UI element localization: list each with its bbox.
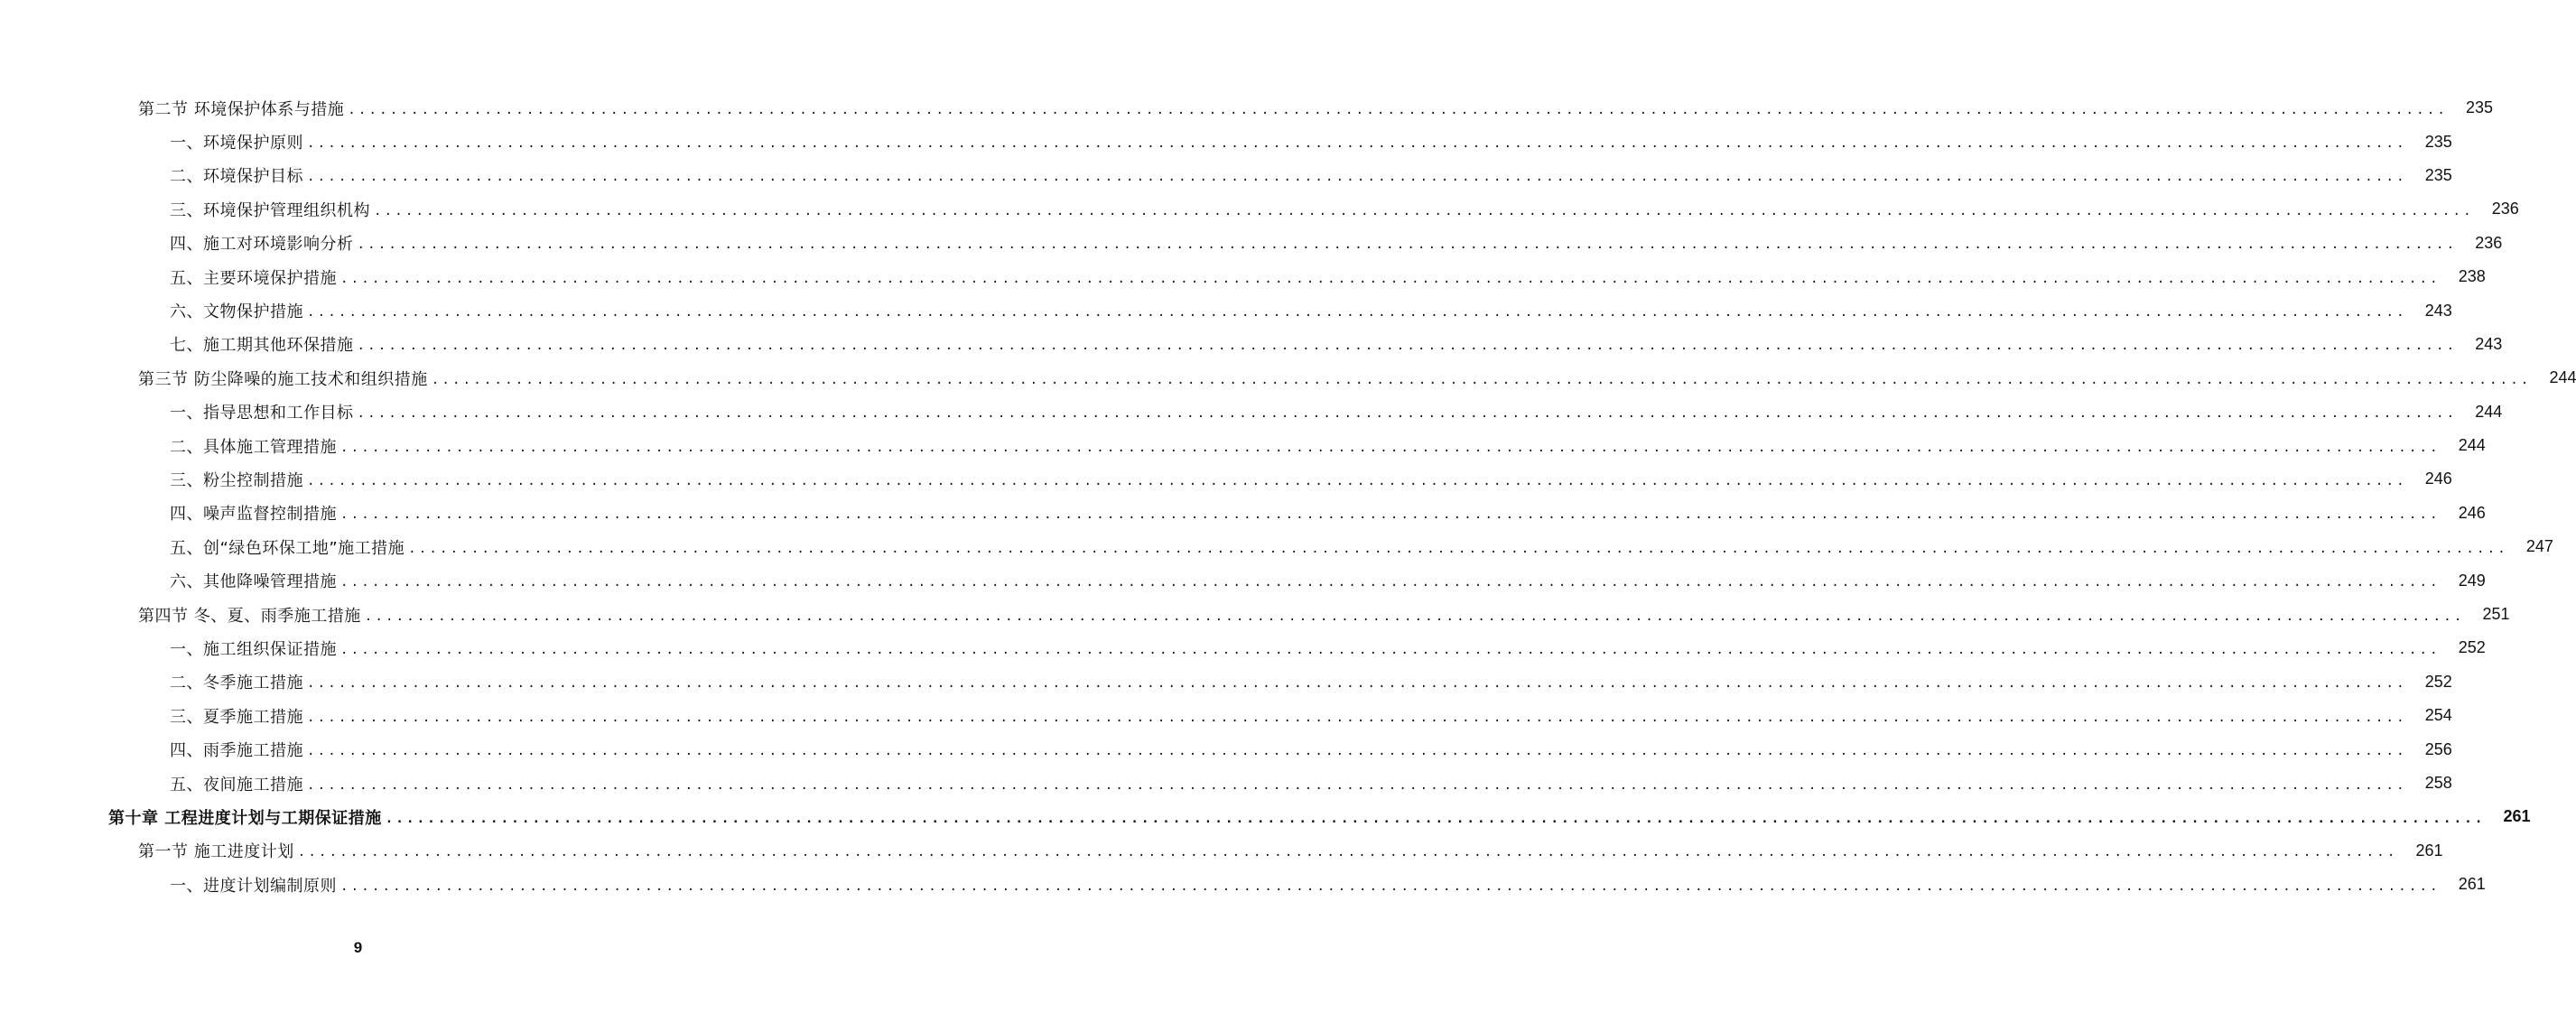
- toc-entry-section[interactable]: [0, 361, 2576, 395]
- toc-entry-title: 第四节 冬、夏、雨季施工措施: [138, 606, 361, 626]
- toc-entry-item[interactable]: [0, 868, 2486, 901]
- dot-leader: ........................................................................................................................................................................................................: [408, 541, 2508, 556]
- toc-entry-page: 258: [2424, 774, 2452, 792]
- toc-entry-page: 261: [2415, 841, 2443, 860]
- toc-entry-title: 三、环境保护管理组织机构: [170, 200, 370, 220]
- toc-entry-title: 六、其他降噪管理措施: [170, 572, 337, 592]
- toc-entry-item[interactable]: [0, 699, 2452, 732]
- toc-entry-page: 251: [2482, 605, 2510, 624]
- toc-entry-page: 252: [2424, 672, 2452, 691]
- toc-entry-item[interactable]: [0, 429, 2486, 462]
- dot-leader: ........................................................................................................................................................................................................: [340, 271, 2441, 286]
- toc-entry-item[interactable]: [0, 260, 2486, 293]
- dot-leader: ........................................................................................................................................................................................................: [385, 811, 2486, 826]
- toc-entry-item[interactable]: [0, 631, 2486, 664]
- toc-entry-title: 二、具体施工管理措施: [170, 437, 337, 457]
- dot-leader: ........................................................................................................................................................................................................: [307, 136, 2407, 152]
- toc-entry-title: 第三节 防尘降噪的施工技术和组织措施: [138, 369, 428, 389]
- toc-entry-title: 一、环境保护原则: [170, 134, 303, 153]
- toc-entry-page: 235: [2424, 132, 2452, 151]
- toc-entry-item[interactable]: [0, 395, 2503, 429]
- dot-leader: ........................................................................................................................................................................................................: [307, 676, 2407, 692]
- toc-entry-item[interactable]: [0, 767, 2452, 800]
- toc-entry-item[interactable]: [0, 192, 2519, 226]
- toc-entry-title: 第一节 施工进度计划: [138, 842, 294, 862]
- toc-entry-page: 235: [2465, 98, 2493, 117]
- dot-leader: ........................................................................................................................................................................................................: [431, 372, 2532, 387]
- toc-entry-item[interactable]: [0, 293, 2452, 327]
- dot-leader: ........................................................................................................................................................................................................: [307, 170, 2407, 185]
- toc-entry-page: 254: [2424, 706, 2452, 725]
- toc-entry-page: 261: [2458, 875, 2486, 894]
- dot-leader: ........................................................................................................................................................................................................: [307, 305, 2407, 321]
- toc-entry-page: 244: [2475, 402, 2503, 421]
- dot-leader: ........................................................................................................................................................................................................: [340, 440, 2441, 455]
- toc-entry-item[interactable]: [0, 732, 2452, 766]
- toc-entry-item[interactable]: [0, 497, 2486, 530]
- toc-entry-title: 第二节 环境保护体系与措施: [138, 99, 345, 119]
- toc-entry-title: 一、施工组织保证措施: [170, 639, 337, 659]
- dot-leader: ........................................................................................................................................................................................................: [307, 777, 2407, 793]
- toc-entry-item[interactable]: [0, 159, 2452, 192]
- dot-leader: ........................................................................................................................................................................................................: [307, 473, 2407, 488]
- toc-entry-page: 249: [2458, 571, 2486, 590]
- dot-leader: ........................................................................................................................................................................................................: [340, 878, 2441, 894]
- toc-entry-page: 246: [2424, 469, 2452, 488]
- dot-leader: ........................................................................................................................................................................................................: [307, 744, 2407, 759]
- toc-entry-title: 二、冬季施工措施: [170, 674, 303, 693]
- dot-leader: ........................................................................................................................................................................................................: [357, 406, 2458, 422]
- dot-leader: ........................................................................................................................................................................................................: [340, 575, 2441, 590]
- toc-entry-section[interactable]: [0, 91, 2493, 125]
- toc-entry-item[interactable]: [0, 462, 2452, 496]
- toc-entry-page: 252: [2458, 638, 2486, 657]
- dot-leader: ........................................................................................................................................................................................................: [374, 203, 2474, 218]
- toc-entry-title: 第十章 工程进度计划与工期保证措施: [108, 808, 382, 828]
- dot-leader: ........................................................................................................................................................................................................: [297, 845, 2398, 860]
- toc-entry-title: 五、主要环境保护措施: [170, 268, 337, 288]
- toc-entry-chapter[interactable]: [0, 800, 2531, 833]
- toc-entry-page: 244: [2458, 436, 2486, 455]
- toc-entry-section[interactable]: [0, 598, 2510, 631]
- toc-entry-page: 236: [2475, 233, 2503, 252]
- toc-entry-item[interactable]: [0, 665, 2452, 699]
- toc-entry-title: 一、指导思想和工作目标: [170, 404, 354, 423]
- dot-leader: ........................................................................................................................................................................................................: [307, 710, 2407, 725]
- toc-entry-section[interactable]: [0, 834, 2443, 868]
- toc-entry-title: 二、环境保护目标: [170, 167, 303, 187]
- toc-entry-item[interactable]: [0, 227, 2503, 260]
- toc-entry-title: 六、文物保护措施: [170, 302, 303, 322]
- toc-entry-page: 238: [2458, 267, 2486, 286]
- dot-leader: ........................................................................................................................................................................................................: [357, 237, 2458, 253]
- toc-entry-page: 256: [2424, 739, 2452, 758]
- toc-entry-page: 236: [2491, 200, 2519, 218]
- toc-entry-title: 一、进度计划编制原则: [170, 876, 337, 896]
- toc-entry-title: 三、粉尘控制措施: [170, 470, 303, 490]
- table-of-contents: [0, 91, 2576, 901]
- toc-entry-page: 235: [2424, 165, 2452, 184]
- dot-leader: ........................................................................................................................................................................................................: [340, 507, 2441, 523]
- toc-entry-title: 五、夜间施工措施: [170, 775, 303, 795]
- toc-entry-title: 七、施工期其他环保措施: [170, 336, 354, 356]
- toc-entry-page: 243: [2475, 334, 2503, 353]
- dot-leader: ........................................................................................................................................................................................................: [357, 339, 2458, 354]
- dot-leader: ........................................................................................................................................................................................................: [364, 609, 2465, 624]
- toc-entry-item[interactable]: [0, 125, 2452, 158]
- dot-leader: ........................................................................................................................................................................................................: [340, 642, 2441, 657]
- toc-entry-item[interactable]: [0, 328, 2503, 361]
- toc-entry-item[interactable]: [0, 530, 2553, 563]
- toc-entry-page: 243: [2424, 301, 2452, 320]
- toc-entry-page: 247: [2525, 537, 2553, 556]
- toc-entry-title: 四、施工对环境影响分析: [170, 235, 354, 255]
- toc-entry-title: 五、创“绿色环保工地”施工措施: [170, 538, 405, 558]
- toc-entry-page: 261: [2503, 807, 2531, 826]
- dot-leader: ........................................................................................................................................................................................................: [348, 102, 2448, 117]
- toc-entry-title: 三、夏季施工措施: [170, 707, 303, 727]
- toc-entry-title: 四、噪声监督控制措施: [170, 505, 337, 525]
- toc-entry-page: 246: [2458, 503, 2486, 522]
- toc-entry-item[interactable]: [0, 563, 2486, 597]
- page-number: 9: [353, 939, 363, 956]
- toc-entry-title: 四、雨季施工措施: [170, 741, 303, 761]
- toc-entry-page: 244: [2549, 368, 2576, 387]
